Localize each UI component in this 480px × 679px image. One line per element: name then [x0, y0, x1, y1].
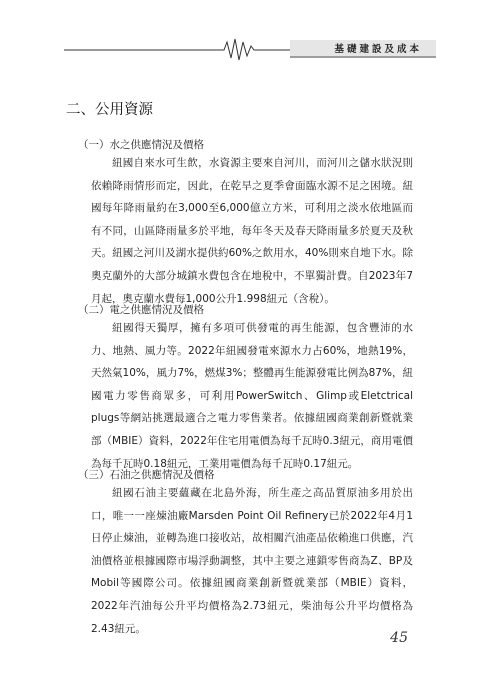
subsection-heading-oil: （三）石油之供應情況及價格 [78, 469, 215, 481]
paragraph-oil: 紐國石油主要蘊藏在北島外海，所生產之高品質原油多用於出口，唯一一座煉油廠Marsden Point Oil Refinery已於2022年4月1日停止煉油，並轉為進口接收站，故相關汽油產品依賴進口供應，汽油價格並根據國際市場浮動調整，其中主要之連鎖零售商為Z、BP及Mobil等國際公司。依據紐國商業創新暨就業部（MBIE）資料，2022年汽油每公升平均價格為2.73紐元，柴油每公升平均價格為2.43紐元。 [91, 487, 413, 635]
paragraph-electricity: 紐國得天獨厚，擁有多項可供發電的再生能源，包含豐沛的水力、地熱、風力等。2022年紐國發電來源水力占60%，地熱19%，天然氣10%，風力7%，燃煤3%；整體再生能源發電比例為87%，紐國電力零售商眾多，可利用PowerSwitch、Glimp或Eletctrical plugs等網站挑選最適合之電力零售業者。依據紐國商業創新暨就業部（MBIE）資料，2022年住宅用電價為每千瓦時0.3紐元，商用電價為每千瓦時0.18紐元，工業用電價為每千瓦時0.17紐元。 [91, 322, 413, 470]
subsection-heading-electricity: （二）電之供應情況及價格 [78, 304, 204, 316]
subsection-heading-water: （一）水之供應情況及價格 [78, 139, 204, 151]
header-title: 基礎建設及成本 [334, 44, 422, 55]
page-number: 45 [390, 630, 408, 646]
paragraph-water: 紐國自來水可生飲，水資源主要來自河川，而河川之儲水狀況則依賴降雨情形而定，因此，在乾旱之夏季會面臨水源不足之困境。紐國每年降雨量約在3,000至6,000億立方米，可利用之淡水依地區而有不同，山區降雨量多於平地，每年冬天及春天降雨量多於夏天及秋天。紐國之河川及湖水提供約60%之飲用水，40%則來自地下水。除奧克蘭外的大部分城鎮水費包含在地稅中，不單獨計費。自2023年7月起，奧克蘭水費每1,000公升1.998紐元（含稅）。 [91, 157, 413, 305]
running-header [64, 36, 436, 62]
section-title: 二、公用資源 [66, 102, 153, 118]
